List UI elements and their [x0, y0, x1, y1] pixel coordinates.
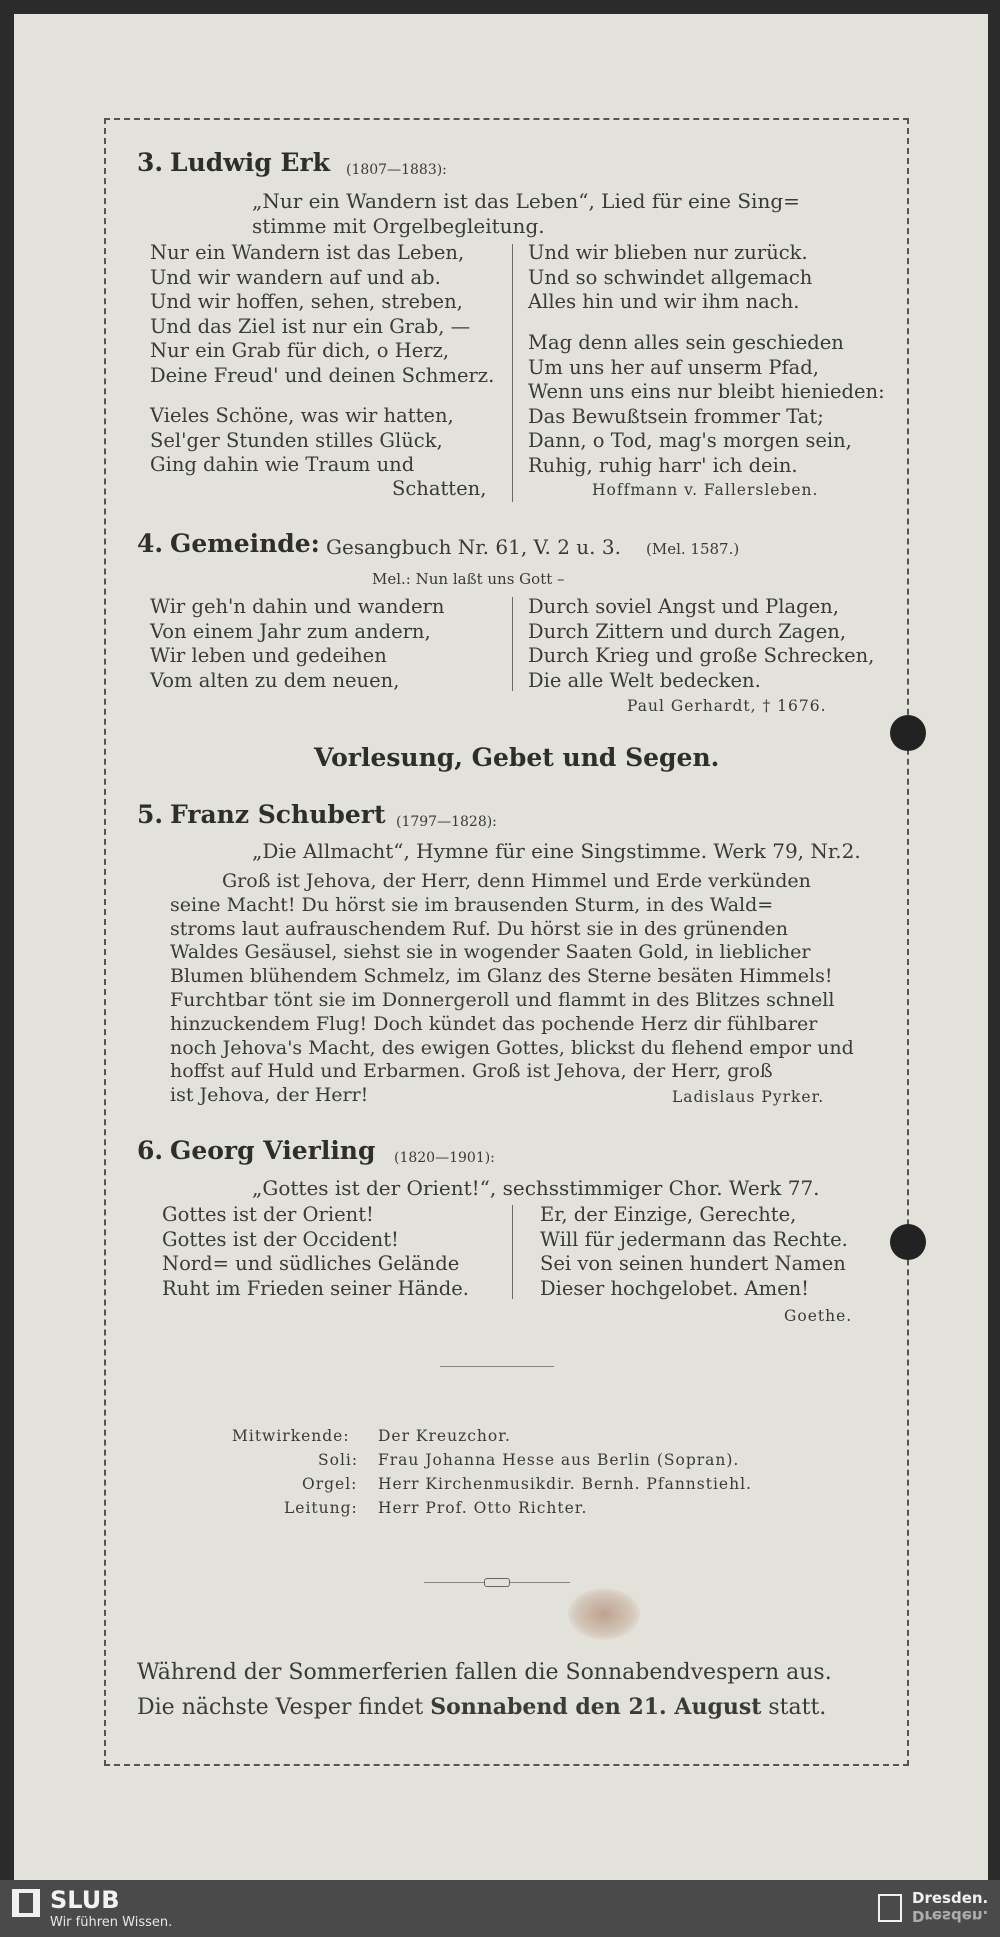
section-4-number: 4.: [137, 529, 164, 558]
credits-name: Der Kreuzchor.: [378, 1427, 511, 1445]
punch-hole: [890, 1224, 926, 1260]
section-3-title-cont: stimme mit Orgelbegleitung.: [252, 214, 545, 238]
credits-role: Leitung:: [284, 1499, 358, 1517]
notice-line-2: Die nächste Vesper findet Sonnabend den 21. August statt.: [137, 1694, 827, 1720]
section-3-composer: Ludwig Erk: [170, 148, 330, 177]
section-5-author: Ladislaus Pyrker.: [672, 1088, 825, 1106]
credits-name: Frau Johanna Hesse aus Berlin (Sopran).: [378, 1451, 740, 1469]
credits-name: Herr Kirchenmusikdir. Bernh. Pfannstiehl.: [378, 1475, 752, 1493]
section-5-number: 5.: [137, 800, 164, 829]
notice-line-1: Während der Sommerferien fallen die Sonnabendvespern aus.: [137, 1660, 832, 1685]
dresden-logo[interactable]: Dresden. Dresden.: [912, 1889, 989, 1925]
credits-role: Orgel:: [302, 1475, 358, 1493]
section-4-right-stanza: Durch soviel Angst und Plagen, Durch Zittern und durch Zagen, Durch Krieg und große Schrecken, Die alle Welt bedecken.: [528, 595, 875, 692]
slub-logo-icon[interactable]: [12, 1889, 40, 1917]
credits-role: Soli:: [318, 1451, 359, 1469]
section-3-left-last: Schatten,: [392, 477, 487, 500]
section-6-author: Goethe.: [784, 1307, 853, 1325]
section-6-left-stanza: Gottes ist der Orient! Gottes ist der Occident! Nord= und südliches Gelände Ruht im Frieden seiner Hände.: [162, 1203, 469, 1300]
slub-name[interactable]: SLUB: [50, 1886, 120, 1914]
section-4-mel: (Mel. 1587.): [646, 540, 740, 558]
section-3-author: Hoffmann v. Fallersleben.: [592, 481, 819, 499]
interlude-heading: Vorlesung, Gebet und Segen.: [314, 743, 720, 772]
section-3-title: „Nur ein Wandern ist das Leben“, Lied für eine Sing=: [252, 189, 800, 213]
section-6-years: (1820—1901):: [394, 1150, 495, 1166]
section-6-number: 6.: [137, 1136, 164, 1165]
section-5-title: „Die Allmacht“, Hymne für eine Singstimme. Werk 79, Nr.2.: [252, 839, 861, 863]
section-4-author: Paul Gerhardt, † 1676.: [627, 697, 827, 715]
section-3-right-stanza: Und wir blieben nur zurück. Und so schwindet allgemach Alles hin und wir ihm nach.: [528, 241, 813, 313]
punch-hole: [890, 715, 926, 751]
section-5-composer: Franz Schubert: [170, 800, 386, 829]
section-4-melody: Mel.: Nun laßt uns Gott –: [372, 570, 565, 588]
section-6-right-stanza: Er, der Einzige, Gerechte, Will für jedermann das Rechte. Sei von seinen hundert Namen Dieser hochgelobet. Amen!: [540, 1203, 848, 1300]
section-4-title: Gemeinde:: [170, 529, 320, 558]
section-3-number: 3.: [137, 148, 164, 177]
dresden-crest-icon: [878, 1894, 902, 1922]
column-divider: [512, 244, 513, 502]
section-4-left-stanza: Wir geh'n dahin und wandern Von einem Jahr zum andern, Wir leben und gedeihen Vom alten zu dem neuen,: [150, 595, 445, 692]
section-3-left-stanza: Nur ein Wandern ist das Leben, Und wir wandern auf und ab. Und wir hoffen, sehen, streben, Und das Ziel ist nur ein Grab, — Nur ein Grab für dich, o Herz, Deine Freud' und deinen Schmerz.: [150, 241, 495, 387]
section-4-subtitle: Gesangbuch Nr. 61, V. 2 u. 3.: [326, 535, 621, 559]
column-divider: [512, 1205, 513, 1299]
column-divider: [512, 597, 513, 691]
slub-tagline: Wir führen Wissen.: [50, 1915, 173, 1930]
footer-bar: [0, 1880, 1000, 1937]
section-3-left-stanza-2: Vieles Schöne, was wir hatten, Sel'ger Stunden stilles Glück, Ging dahin wie Traum und: [150, 404, 454, 476]
section-3-years: (1807—1883):: [346, 162, 447, 178]
credits-role: Mitwirkende:: [232, 1427, 350, 1445]
section-3-right-stanza-2: Mag denn alles sein geschieden Um uns her auf unserm Pfad, Wenn uns eins nur bleibt hienieden: Das Bewußtsein frommer Tat; Dann, o Tod, mag's morgen sein, Ruhig, ruhig harr' ich dein.: [528, 331, 885, 477]
credits-name: Herr Prof. Otto Richter.: [378, 1499, 588, 1517]
ornament-icon: [484, 1578, 510, 1587]
notice-date: Sonnabend den 21. August: [430, 1694, 762, 1720]
section-6-title: „Gottes ist der Orient!“, sechsstimmiger Chor. Werk 77.: [252, 1176, 820, 1200]
section-5-text: Groß ist Jehova, der Herr, denn Himmel und Erde verkünden seine Macht! Du hörst sie im brausenden Sturm, in des Wald= stroms laut aufrauschendem Ruf. Du hörst sie in des grünenden Waldes Gesäusel, siehst sie in wogender Saaten Gold, in lieblicher Blumen blühendem Schmelz, im Glanz des Sterne besäten Himmels! Furchtbar tönt sie im Donnergeroll und flammt in des Blitzes schnell hinzuckendem Flug! Doch kündet das pochende Herz dir fühlbarer noch Jehova's Macht, des ewigen Gottes, blickst du flehend empor und hoffst auf Huld und Erbarmen. Groß ist Jehova, der Herr, groß ist Jehova, der Herr!: [170, 870, 854, 1107]
section-5-years: (1797—1828):: [396, 814, 497, 830]
section-6-composer: Georg Vierling: [170, 1136, 376, 1165]
separator-line: [440, 1366, 554, 1367]
paper-stain: [568, 1588, 640, 1640]
